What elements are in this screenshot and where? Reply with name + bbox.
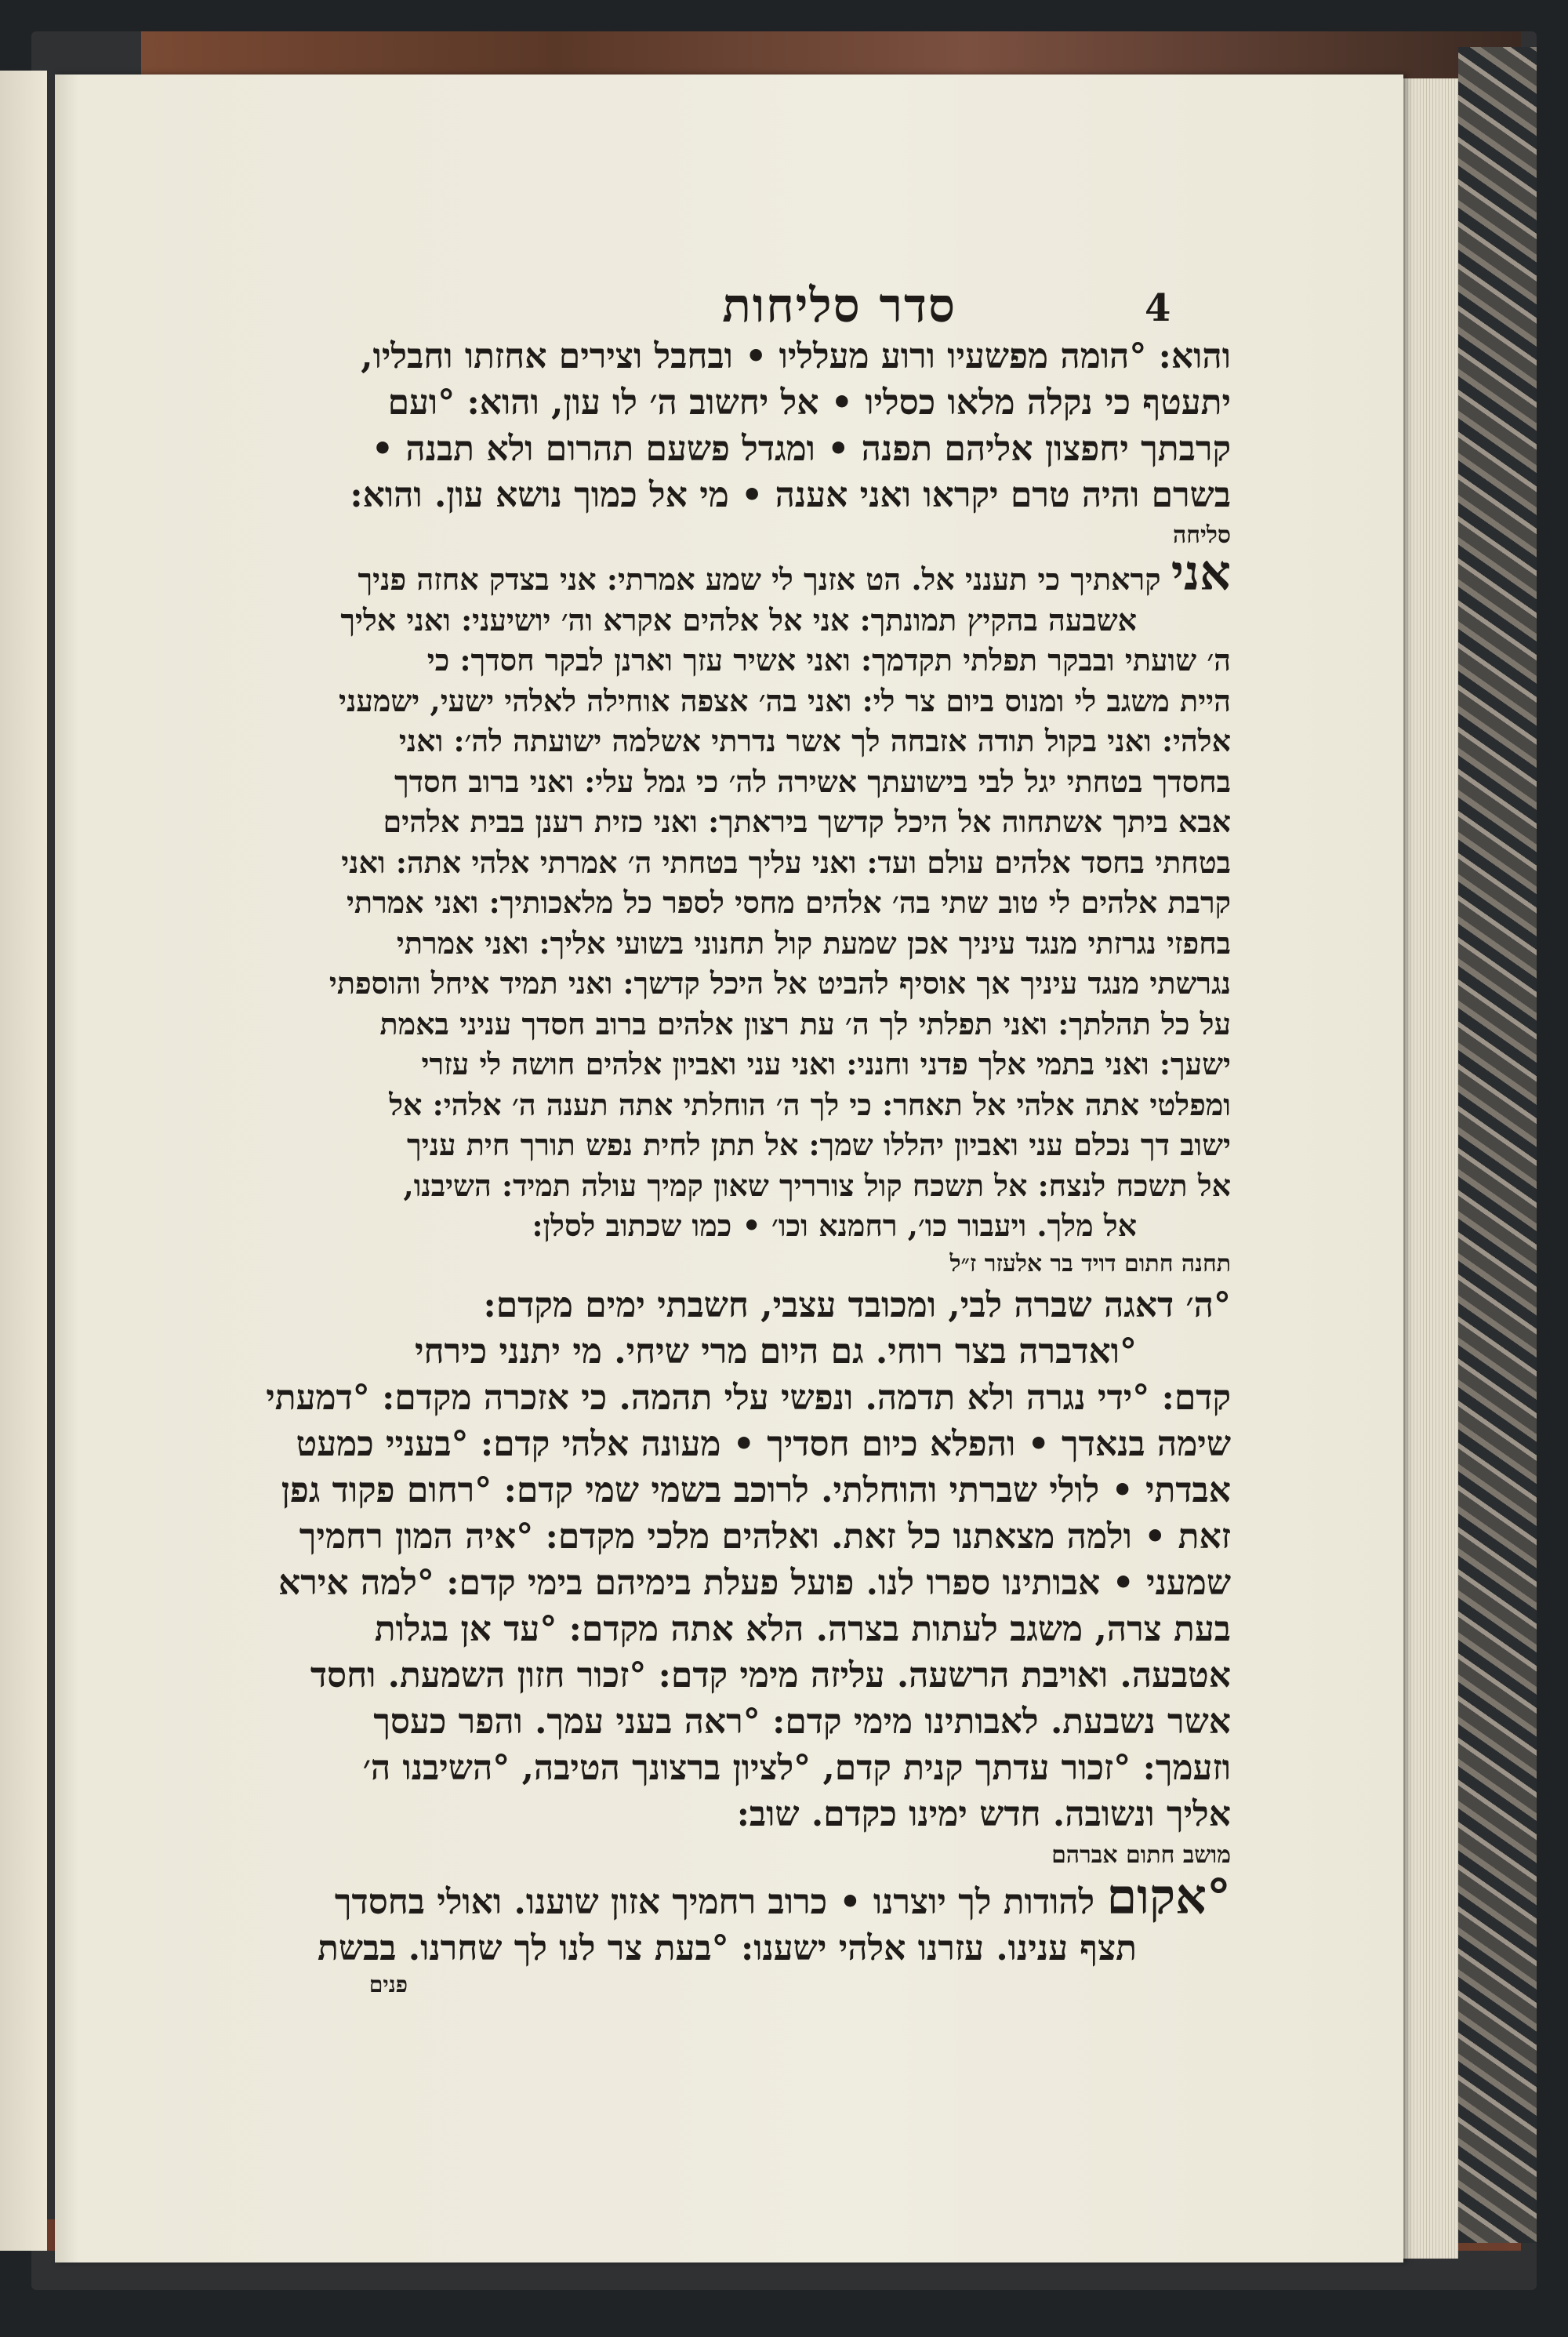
text-line: °ואדברה בצר רוחי. גם היום מרי שיחי. מי יתנני כירחי: [414, 1331, 1137, 1372]
text-line: אל מלך. ויעבור כו׳, רחמנא וכו׳ • כמו שכתוב לסלן:: [532, 1208, 1137, 1243]
text-line: על כל תהלתך: ואני תפלתי לך ה׳ עת רצון אלהים ברוב חסדך עניני באמת: [379, 1005, 1231, 1041]
text-line: קרבת אלהים לי טוב שתי בה׳ אלהים מחסי לספר כל מלאכותיך: ואני אמרתי: [346, 885, 1231, 920]
section-label-slicha: סליחה: [1173, 522, 1231, 549]
cover-top-edge: [141, 31, 1521, 78]
text-line: בשרם והיה טרם יקראו ואני אענה • מי אל כמוך נושא עון. והוא:: [350, 475, 1231, 515]
facing-page-edge: [0, 71, 47, 2251]
section-intro: [172, 333, 1231, 518]
text-line: שמעני • אבותינו ספרו לנו. פועל פעלת בימיהם בימי קדם: °למה אירא: [278, 1562, 1231, 1603]
text-line: קדם: °ידי נגרה ולא תדמה. ונפשי עלי תהמה. כי אזכרה מקדם: °דמעתי: [266, 1377, 1231, 1418]
drop-word: °אקום: [1106, 1867, 1231, 1925]
section-meyushav: [172, 1867, 1231, 1972]
drop-word: אני: [1171, 544, 1231, 602]
section-techina: [172, 1282, 1231, 1837]
text-line: יתעטף כי נקלה מלאו כסליו • אל יחשוב ה׳ לו עון, והוא: °ועם: [387, 383, 1231, 423]
text-line: אבדתי • לולי שברתי והוחלתי. לרוכב בשמי שמי קדם: °רחום פקוד גפן: [281, 1470, 1231, 1510]
text-line: ומפלטי אתה אלהי אל תאחר: כי לך ה׳ הוחלתי אתה תענה ה׳ אלהי: אל: [389, 1086, 1231, 1122]
text-line: °ה׳ דאגה שברה לבי, ומכובד עצבי, חשבתי ימים מקדם:: [483, 1285, 1231, 1325]
text-line: והוא: °הומה מפשעיו ורוע מעלליו • ובחבל וצירים אחזתו וחבליו,: [361, 336, 1231, 376]
text-line: זאת • ולמה מצאתנו כל זאת. ואלהים מלכי מקדם: °איה המון רחמיך: [299, 1516, 1231, 1557]
text-line: אליך ונשובה. חדש ימינו כקדם. שוב:: [736, 1794, 1231, 1834]
text-line: ישוב דך נכלם עני ואביון יהללו שמך: אל תתן לחית נפש תורך חית עניך: [407, 1127, 1231, 1162]
text-line: בחסדך בטחתי יגל לבי בישועתך אשירה לה׳ כי גמל עלי: ואני ברוב חסדך: [394, 763, 1231, 799]
text-line: בחפזי נגרזתי מנגד עיניך אכן שמעת קול תחנוני בשועי אליך: ואני אמרתי: [396, 925, 1231, 961]
page-text: [172, 231, 1231, 1998]
text-line: תצף ענינו. עזרנו אלהי ישענו: °בעת צר לנו לך שחרנו. בבשת: [318, 1928, 1137, 1968]
text-line: ה׳ שועתי ובבקר תפלתי תקדמך: ואני אשיר עזך וארנן לבקר חסדך: כי: [426, 642, 1231, 678]
text-line: אבא ביתך אשתחוה אל היכל קדשך ביראתך: ואני כזית רענן בבית אלהים: [383, 804, 1231, 839]
page-header: [172, 231, 1231, 333]
text-line: אלהי: ואני בקול תודה אזבחה לך אשר נדרתי אשלמה ישועתה לה׳: ואני: [398, 723, 1231, 758]
book-page: [55, 75, 1403, 2262]
section-label-techina: תחנה חתום דויד בר אלעזר ז״ל: [949, 1249, 1231, 1278]
section-label-meyushav: מושב חתום אברהם: [1051, 1841, 1231, 1869]
text-line: וזעמך: °זכור עדתך קנית קדם, °לציון ברצונך הטיבה, °השיבנו ה׳: [362, 1747, 1231, 1788]
text-line: אשבעה בהקיץ תמונתך: אני אל אלהים אקרא וה׳ יושיעני: ואני אליך: [340, 602, 1137, 638]
text-line: אל תשכח לנצח: אל תשכח קול צורריך שאון קמיך עולה תמיד: השיבנו,: [403, 1167, 1231, 1203]
text-line: ישעך: ואני בתמי אלך פדני וחנני: ואני עני ואביון אלהים חושה לי עזרי: [421, 1046, 1231, 1081]
text-line: קרבתך יחפצון אליהם תפנה • ומגדל פשעם תהרום ולא תבנה •: [371, 429, 1231, 469]
page-number: 4: [1145, 286, 1171, 330]
marbled-edge: [1458, 47, 1537, 2243]
section-slicha: [172, 544, 1231, 1246]
text-line: שימה בנאדך • והפלא כיום חסדיך • מעונה אלהי קדם: °בעניי כמעט: [296, 1423, 1231, 1464]
catchword: פנים: [368, 1971, 408, 1997]
text-line: בעת צרה, משגב לעתות בצרה. הלא אתה מקדם: °עד אן בגלות: [374, 1608, 1231, 1649]
page-title: סדר סליחות: [722, 278, 956, 333]
text-line: אטבעה. ואויבת הרשעה. עליזה מימי קדם: °זכור חזון השמעת. וחסד: [310, 1655, 1231, 1696]
text-line: נגרשתי מנגד עיניך אך אוסיף להביט אל היכל קדשך: ואני תמיד איחל והוספתי: [328, 965, 1231, 1001]
text-line-content: קראתיך כי תענני אל. הט אזנך לי שמע אמרתי: אני בצדק אחזה פניך: [358, 562, 1161, 597]
text-line: בטחתי בחסד אלהים עולם ועד: ואני עליך בטחתי ה׳ אמרתי אלהי אתה: ואני: [341, 844, 1231, 880]
text-line: [172, 544, 1231, 602]
text-line: אשר נשבעת. לאבותינו מימי קדם: °ראה בעני עמך. והפר כעסך: [373, 1701, 1231, 1742]
text-line: [172, 1867, 1231, 1925]
text-line-content: להודות לך יוצרנו • כרוב רחמיך אזון שוענו. ואולי בחסדך: [334, 1881, 1095, 1922]
text-line: היית משגב לי ומנוס ביום צר לי: ואני בה׳ אצפה אוחילה לאלהי ישעי, ישמעני: [339, 682, 1231, 718]
